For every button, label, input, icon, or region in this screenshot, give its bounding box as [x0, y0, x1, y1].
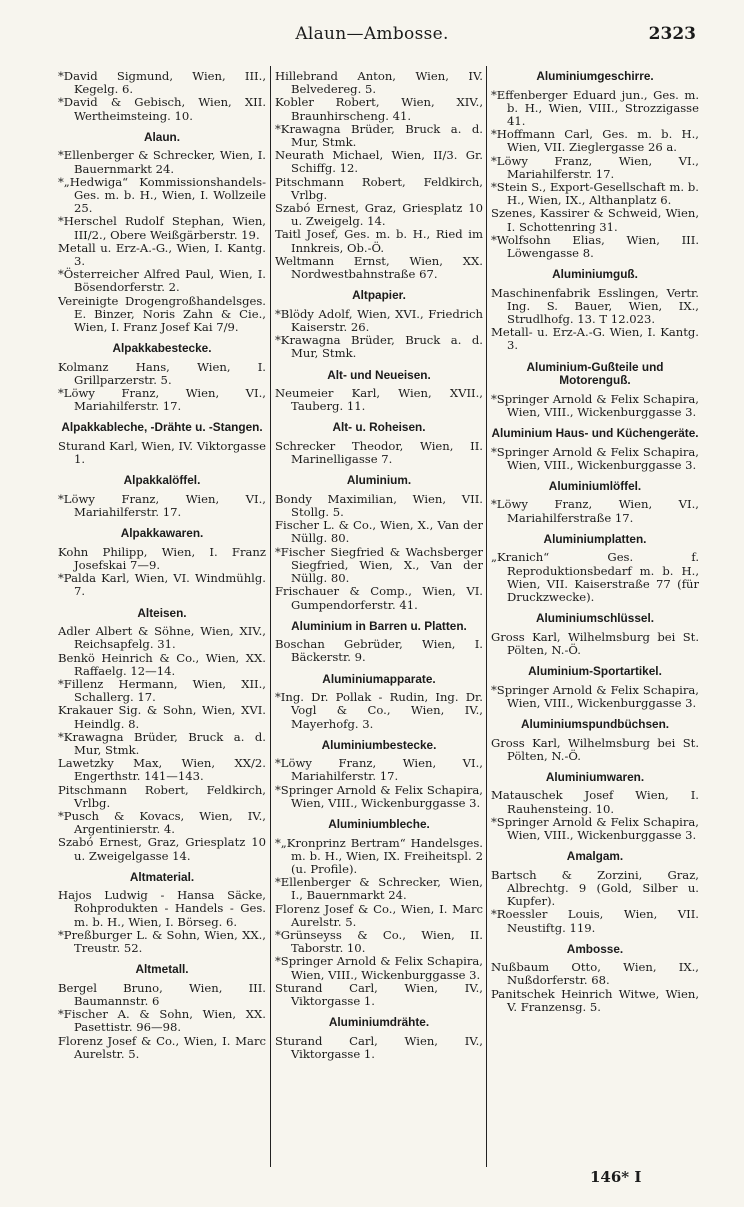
section-heading: Alpakkawaren. — [120, 526, 204, 541]
directory-entry: *„Kronprinz Bertram“ Handelsges. m. b. H., Wien, IX. Freiheitspl. 2 (u. Profile). — [275, 835, 483, 876]
section-heading: Alt- und Neueisen. — [327, 367, 431, 382]
directory-entry: *Löwy Franz, Wien, VI., Mariahilferstr. 17. — [275, 756, 483, 784]
directory-entry: *David Sigmund, Wien, III., Kegelg. 6. — [58, 70, 266, 97]
directory-entry: *Herschel Rudolf Stephan, Wien, III/2., Obere Weißgärberstr. 19. — [58, 214, 266, 242]
directory-entry: Bondy Maximilian, Wien, VII. Stollg. 5. — [275, 491, 483, 520]
directory-entry: Nußbaum Otto, Wien, IX., Nußdorferstr. 68. — [491, 960, 699, 988]
section-heading: Aluminiumapparate. — [322, 671, 436, 686]
directory-entry: Pitschmann Robert, Feldkirch, Vrlbg. — [58, 782, 266, 810]
directory-entry: *Palda Karl, Wien, VI. Windmühlg. 7. — [58, 571, 266, 599]
section-heading: Amalgam. — [566, 849, 624, 864]
column-divider — [486, 66, 487, 1167]
directory-entry: Kohn Philipp, Wien, I. Franz Josefskai 7—9. — [58, 544, 266, 572]
directory-entry: Kolmanz Hans, Wien, I. Grillparzerstr. 5. — [58, 359, 266, 387]
directory-entry: Metall u. Erz-A.-G., Wien, I. Kantg. 3. — [58, 240, 266, 268]
directory-entry: Taitl Josef, Ges. m. b. H., Ried im Innkreis, Ob.-Ö. — [275, 227, 483, 255]
directory-entry: *Fischer A. & Sohn, Wien, XX. Pasettistr. 96—98. — [58, 1007, 266, 1035]
section-heading: Aluminiumbleche. — [328, 817, 430, 832]
page-header — [0, 24, 744, 50]
directory-entry: Neumeier Karl, Wien, XVII., Tauberg. 11. — [275, 386, 483, 414]
section-heading: Alaun. — [143, 129, 181, 144]
directory-entry: *Wolfsohn Elias, Wien, III. Löwengasse 8. — [491, 232, 699, 260]
section-heading: Aluminiumdrähte. — [328, 1015, 430, 1030]
directory-entry: *Preßburger L. & Sohn, Wien, XX., Treustr. 52. — [58, 927, 266, 956]
directory-entry: *Krawagna Brüder, Bruck a. d. Mur, Stmk. — [275, 333, 483, 361]
directory-entry: Vereinigte Drogengroßhandelsges. E. Binzer, Noris Zahn & Cie., Wien, I. Franz Josef Kai 7/9. — [58, 293, 266, 334]
directory-entry: *Pusch & Kovacs, Wien, IV., Argentinierstr. 4. — [58, 808, 266, 837]
directory-entry: Sturand Carl, Wien, IV., Viktorgasse 1. — [275, 980, 483, 1008]
directory-entry: *Löwy Franz, Wien, VI., Mariahilferstraße 17. — [491, 497, 699, 525]
directory-entry: Szabó Ernest, Graz, Griesplatz 10 u. Zweigelgasse 14. — [58, 835, 266, 863]
directory-entry: Sturand Carl, Wien, IV., Viktorgasse 1. — [275, 1033, 483, 1061]
directory-entry: Bartsch & Zorzini, Graz, Albrechtg. 9 (Gold, Silber u. Kupfer). — [491, 867, 699, 909]
directory-entry: Schrecker Theodor, Wien, II. Marinelligasse 7. — [275, 438, 483, 467]
directory-entry: Florenz Josef & Co., Wien, I. Marc Aurelstr. 5. — [58, 1033, 266, 1061]
directory-entry: Matauschek Josef Wien, I. Rauhensteing. 10. — [491, 788, 699, 816]
directory-entry: *Ellenberger & Schrecker, Wien, I., Bauernmarkt 24. — [275, 875, 483, 903]
signature-mark: 146* I — [590, 1168, 642, 1186]
directory-entry: Weltmann Ernst, Wien, XX. Nordwestbahnstraße 67. — [275, 253, 483, 282]
directory-entry: Fischer L. & Co., Wien, X., Van der Nüllg. 80. — [275, 518, 483, 546]
directory-entry: *Blödy Adolf, Wien, XVI., Friedrich Kaiserstr. 26. — [275, 306, 483, 334]
section-heading: Alpakkabestecke. — [112, 341, 212, 356]
directory-entry: *Fischer Siegfried & Wachsberger Siegfried, Wien, X., Van der Nüllg. 80. — [275, 544, 483, 586]
section-heading: Aluminiumguß. — [552, 267, 638, 282]
directory-entry: Bergel Bruno, Wien, III. Baumannstr. 6 — [58, 980, 266, 1008]
directory-entry: *„Hedwiga“ Kommissionshandels-Ges. m. b. H., Wien, I. Wollzeile 25. — [58, 174, 266, 216]
section-heading: Aluminiumschlüssel. — [536, 611, 654, 626]
directory-entry: *Springer Arnold & Felix Schapira, Wien, VIII., Wickenburggasse 3. — [275, 782, 483, 810]
directory-entry: Kobler Robert, Wien, XIV., Braunhirscheng. 41. — [275, 95, 483, 123]
column-middle — [275, 70, 483, 1167]
directory-entry: Hajos Ludwig - Hansa Säcke, Rohprodukten - Handels - Ges. m. b. H., Wien, I. Börseg. 6. — [58, 888, 266, 929]
directory-entry: *Effenberger Eduard jun., Ges. m. b. H., Wien, VIII., Strozzigasse 41. — [491, 87, 699, 128]
section-heading: Alpakkableche, -Drähte u. -Stangen. — [61, 420, 263, 435]
section-heading: Aluminiumlöffel. — [548, 478, 642, 493]
directory-entry: Florenz Josef & Co., Wien, I. Marc Aurelstr. 5. — [275, 901, 483, 929]
directory-entry: Benkö Heinrich & Co., Wien, XX. Raffaelg. 12—14. — [58, 650, 266, 678]
directory-entry: *Hoffmann Carl, Ges. m. b. H., Wien, VII. Zieglergasse 26 a. — [491, 127, 699, 155]
section-heading: Aluminiumbestecke. — [321, 737, 437, 752]
directory-entry: Krakauer Sig. & Sohn, Wien, XVI. Heindlg. 8. — [58, 703, 266, 731]
directory-entry: *Springer Arnold & Felix Schapira, Wien, VIII., Wickenburggasse 3. — [491, 814, 699, 843]
directory-entry: *Österreicher Alfred Paul, Wien, I. Bösendorferstr. 2. — [58, 267, 266, 295]
section-heading: Aluminium in Barren u. Platten. — [291, 618, 467, 633]
directory-entry: *Ellenberger & Schrecker, Wien, I. Bauernmarkt 24. — [58, 148, 266, 176]
directory-entry: *Löwy Franz, Wien, VI., Mariahilferstr. 17. — [491, 153, 699, 181]
section-heading: Aluminiumplatten. — [543, 531, 647, 546]
section-heading: Ambosse. — [566, 941, 624, 956]
page-title: Alaun—Ambosse. — [295, 24, 449, 44]
section-heading: Aluminiumgeschirre. — [536, 70, 654, 83]
directory-entry: *Grünseyss & Co., Wien, II. Taborstr. 10. — [275, 927, 483, 956]
directory-entry: Lawetzky Max, Wien, XX/2. Engerthstr. 141—143. — [58, 756, 266, 784]
directory-entry: Maschinenfabrik Esslingen, Vertr. Ing. S. Bauer, Wien, IX., Strudlhofg. 13. T 12.023. — [491, 285, 699, 327]
section-heading: Alteisen. — [137, 605, 187, 620]
directory-entry: *Roessler Louis, Wien, VII. Neustiftg. 119. — [491, 907, 699, 935]
directory-entry: *Springer Arnold & Felix Schapira, Wien, VIII., Wickenburggasse 3. — [275, 954, 483, 982]
directory-entry: *Springer Arnold & Felix Schapira, Wien, VIII., Wickenburggasse 3. — [491, 682, 699, 710]
directory-entry: Pitschmann Robert, Feldkirch, Vrlbg. — [275, 174, 483, 202]
directory-entry: Gross Karl, Wilhelmsburg bei St. Pölten, N.-Ö. — [491, 629, 699, 657]
section-heading: Aluminiumspundbüchsen. — [520, 717, 670, 731]
directory-entry: *Fillenz Hermann, Wien, XII., Schallerg. 17. — [58, 676, 266, 705]
directory-entry: *Springer Arnold & Felix Schapira, Wien, VIII., Wickenburggasse 3. — [491, 391, 699, 419]
directory-entry: Metall- u. Erz-A.-G. Wien, I. Kantg. 3. — [491, 325, 699, 353]
directory-entry: Sturand Karl, Wien, IV. Viktorgasse 1. — [58, 438, 266, 467]
directory-entry: „Kranich“ Ges. f. Reproduktionsbedarf m. b. H., Wien, VII. Kaiserstraße 77 (für Druckzwecke). — [491, 550, 699, 604]
directory-entry: Frischauer & Comp., Wien, VI. Gumpendorferstr. 41. — [275, 584, 483, 612]
section-heading: Aluminium. — [346, 473, 412, 488]
section-heading: Aluminium-Sportartikel. — [528, 664, 662, 679]
section-heading: Altpapier. — [352, 288, 406, 303]
section-heading: Alt- u. Roheisen. — [332, 420, 426, 435]
column-left — [58, 70, 266, 1167]
directory-entry: Szabó Ernest, Graz, Griesplatz 10 u. Zweigelg. 14. — [275, 201, 483, 229]
directory-entry: Hillebrand Anton, Wien, IV. Belvedereg. 5. — [275, 70, 483, 97]
section-heading: Aluminium Haus- und Küchengeräte. — [491, 426, 699, 441]
directory-entry: *Krawagna Brüder, Bruck a. d. Mur, Stmk. — [275, 121, 483, 150]
directory-entry: *Krawagna Brüder, Bruck a. d. Mur, Stmk. — [58, 729, 266, 757]
directory-entry: Szenes, Kassirer & Schweid, Wien, I. Schottenring 31. — [491, 206, 699, 234]
column-right — [491, 70, 699, 1167]
directory-entry: *David & Gebisch, Wien, XII. Wertheimsteing. 10. — [58, 95, 266, 123]
directory-entry: *Ing. Dr. Pollak - Rudin, Ing. Dr. Vogl & Co., Wien, IV., Mayerhofg. 3. — [275, 690, 483, 731]
directory-entry: *Stein S., Export-Gesellschaft m. b. H., Wien, IX., Althanplatz 6. — [491, 179, 699, 208]
section-heading: Altmaterial. — [129, 869, 195, 884]
section-heading: Aluminiumwaren. — [545, 769, 645, 784]
directory-entry: Panitschek Heinrich Witwe, Wien, V. Franzensg. 5. — [491, 986, 699, 1014]
section-heading: Altmetall. — [135, 962, 189, 977]
directory-entry: Gross Karl, Wilhelmsburg bei St. Pölten, N.-Ö. — [491, 735, 699, 763]
directory-entry: Adler Albert & Söhne, Wien, XIV., Reichsapfelg. 31. — [58, 624, 266, 652]
column-divider — [270, 66, 271, 1167]
directory-entry: *Springer Arnold & Felix Schapira, Wien, VIII., Wickenburggasse 3. — [491, 444, 699, 472]
directory-entry: Neurath Michael, Wien, II/3. Gr. Schiffg. 12. — [275, 148, 483, 176]
section-heading: Alpakkalöffel. — [123, 473, 201, 488]
section-heading: Aluminium-Gußteile und Motorenguß. — [526, 359, 664, 388]
directory-entry: *Löwy Franz, Wien, VI., Mariahilferstr. 17. — [58, 386, 266, 414]
directory-entry: Boschan Gebrüder, Wien, I. Bäckerstr. 9. — [275, 637, 483, 665]
page-number: 2323 — [648, 24, 696, 44]
directory-entry: *Löwy Franz, Wien, VI., Mariahilferstr. 17. — [58, 491, 266, 520]
